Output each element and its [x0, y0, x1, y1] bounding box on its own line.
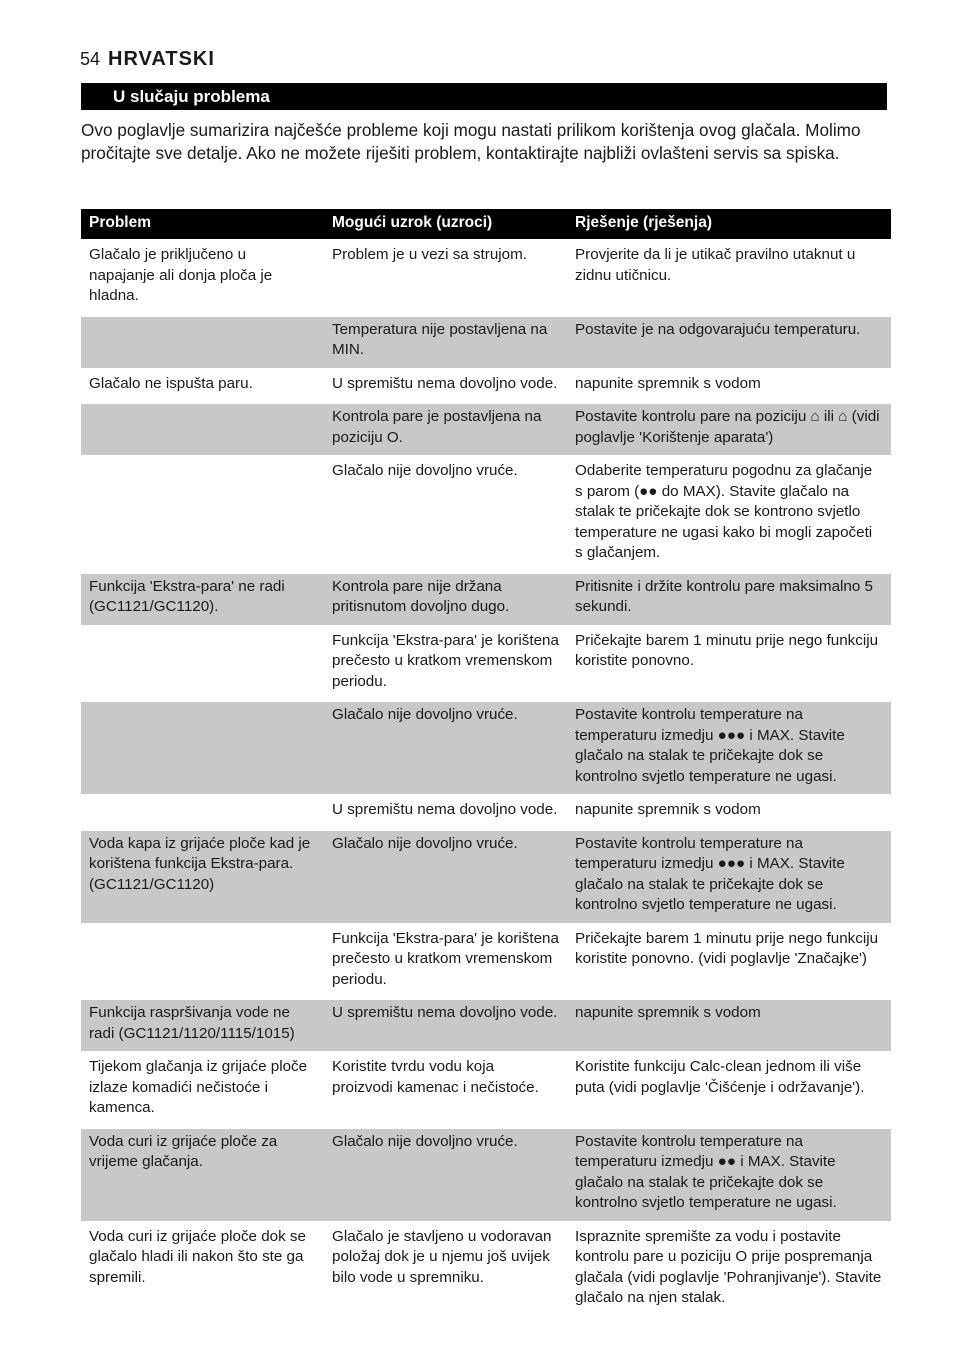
table-row	[81, 574, 891, 625]
cause-cell: U spremištu nema dovoljno vode.	[324, 1000, 567, 1051]
solution-cell: napunite spremnik s vodom	[575, 801, 761, 818]
problem-cell	[81, 404, 324, 455]
solution-cell: Koristite funkciju Calc-clean jednom ili više puta (vidi poglavlje 'Čišćenje i održavanje').	[575, 1058, 865, 1096]
cause-cell: Glačalo nije dovoljno vruće.	[324, 702, 567, 794]
problem-cell	[81, 702, 324, 794]
header-solution: Rješenje (rješenja)	[567, 209, 891, 239]
table-row	[81, 628, 891, 700]
solution-cell: napunite spremnik s vodom	[567, 1000, 891, 1051]
cause-cell: U spremištu nema dovoljno vode.	[332, 801, 558, 818]
table-row	[81, 317, 891, 368]
cause-cell: Funkcija 'Ekstra-para' je korištena prečesto u kratkom vremenskom periodu.	[332, 929, 559, 988]
section-title: U slučaju problema	[81, 83, 887, 110]
table-row	[81, 926, 891, 998]
cause-cell: Koristite tvrdu vodu koja proizvodi kamenac i nečistoće.	[332, 1058, 539, 1096]
cause-cell: Temperatura nije postavljena na MIN.	[324, 317, 567, 368]
cause-cell: Glačalo nije dovoljno vruće.	[324, 1129, 567, 1221]
solution-cell: Postavite kontrolu temperature na temperaturu izmedju ●●● i MAX. Stavite glačalo na stalak te pričekajte dok se kontrolno svjetlo temperature ne ugasi.	[567, 702, 891, 794]
intro-paragraph: Ovo poglavlje sumarizira najčešće probleme koji mogu nastati prilikom korištenja ovog glačala. Molimo pročitajte sve detalje. Ako ne možete riješiti problem, kontaktirajte najbliži ovlašteni servis sa spiska.	[81, 120, 861, 163]
solution-cell: Postavite kontrolu temperature na temperaturu izmedju ●●● i MAX. Stavite glačalo na stalak te pričekajte dok se kontrolno svjetlo temperature ne ugasi.	[567, 831, 891, 923]
table-row	[81, 831, 891, 923]
cause-cell: Funkcija 'Ekstra-para' je korištena prečesto u kratkom vremenskom periodu.	[332, 631, 559, 690]
cause-cell: Problem je u vezi sa strujom.	[332, 246, 527, 263]
page-number: 54	[80, 49, 101, 69]
problem-cell: Voda kapa iz grijaće ploče kad je korištena funkcija Ekstra-para. (GC1121/GC1120)	[81, 831, 324, 923]
solution-cell: Postavite kontrolu temperature na temperaturu izmedju ●● i MAX. Stavite glačalo na stalak te pričekajte dok se kontrolno svjetlo temperature ne ugasi.	[567, 1129, 891, 1221]
solution-cell: Pritisnite i držite kontrolu pare maksimalno 5 sekundi.	[567, 574, 891, 625]
cause-cell: Glačalo nije dovoljno vruće.	[324, 831, 567, 923]
table-row	[81, 1000, 891, 1051]
table-row	[81, 702, 891, 794]
solution-cell: Ispraznite spremište za vodu i postavite kontrolu pare u poziciju O prije pospremanja glačala (vidi poglavlje 'Pohranjivanje'). Stavite glačalo na njen stalak.	[575, 1227, 882, 1306]
problem-cell	[81, 926, 324, 998]
table-row	[81, 404, 891, 455]
table-row	[81, 1224, 891, 1316]
problem-cell	[81, 628, 324, 700]
problem-cell: Glačalo je priključeno u napajanje ali donja ploča je hladna.	[89, 246, 273, 304]
cause-cell: Kontrola pare nije držana pritisnutom dovoljno dugo.	[324, 574, 567, 625]
table-row	[81, 371, 891, 402]
solution-cell: napunite spremnik s vodom	[575, 374, 761, 392]
solution-cell: Pričekajte barem 1 minutu prije nego funkciju koristite ponovno.	[575, 631, 879, 669]
problem-cell	[81, 797, 324, 828]
cause-cell: Kontrola pare je postavljena na poziciju O.	[324, 404, 567, 455]
page-header	[80, 48, 215, 71]
table-row	[81, 1129, 891, 1221]
language-title: HRVATSKI	[108, 48, 215, 70]
solution-cell: Postavite je na odgovarajuću temperaturu.	[567, 317, 891, 368]
cause-cell: Glačalo je stavljeno u vodoravan položaj dok je u njemu još uvijek bilo vode u spremniku.	[332, 1227, 552, 1286]
table-row	[81, 797, 891, 828]
problem-cell: Tijekom glačanja iz grijaće ploče izlaze komadići nečistoće i kamenca.	[89, 1058, 308, 1116]
table-header-row	[81, 209, 891, 239]
problem-cell: Funkcija raspršivanja vode ne radi (GC1121/1120/1115/1015)	[81, 1000, 324, 1051]
problem-cell	[81, 458, 324, 571]
problem-cell: Voda curi iz grijaće ploče za vrijeme glačanja.	[81, 1129, 324, 1221]
table-row	[81, 1054, 891, 1126]
table-row	[81, 242, 891, 314]
problem-cell: Glačalo ne ispušta paru.	[89, 374, 253, 392]
header-problem: Problem	[81, 209, 324, 239]
cause-cell: U spremištu nema dovoljno vode.	[332, 374, 558, 392]
solution-cell: Provjerite da li je utikač pravilno utaknut u zidnu utičnicu.	[575, 246, 856, 284]
solution-cell: Pričekajte barem 1 minutu prije nego funkciju koristite ponovno. (vidi poglavlje 'Značajke')	[575, 929, 879, 967]
solution-cell: Postavite kontrolu pare na poziciju ⌂ ili ⌂ (vidi poglavlje 'Korištenje aparata')	[567, 404, 891, 455]
header-cause: Mogući uzrok (uzroci)	[324, 209, 567, 239]
cause-cell: Glačalo nije dovoljno vruće.	[332, 462, 518, 479]
problem-cell: Funkcija 'Ekstra-para' ne radi (GC1121/GC1120).	[81, 574, 324, 625]
problem-cell	[81, 317, 324, 368]
problem-cell: Voda curi iz grijaće ploče dok se glačalo hladi ili nakon što ste ga spremili.	[89, 1227, 306, 1286]
solution-cell: Odaberite temperaturu pogodnu za glačanje s parom (●● do MAX). Stavite glačalo na stalak te pričekajte dok se kontrono svjetlo temperature ne ugasi kako bi mogli započeti s glačanjem.	[575, 462, 873, 561]
table-row	[81, 458, 891, 571]
troubleshooting-table	[81, 206, 891, 1319]
